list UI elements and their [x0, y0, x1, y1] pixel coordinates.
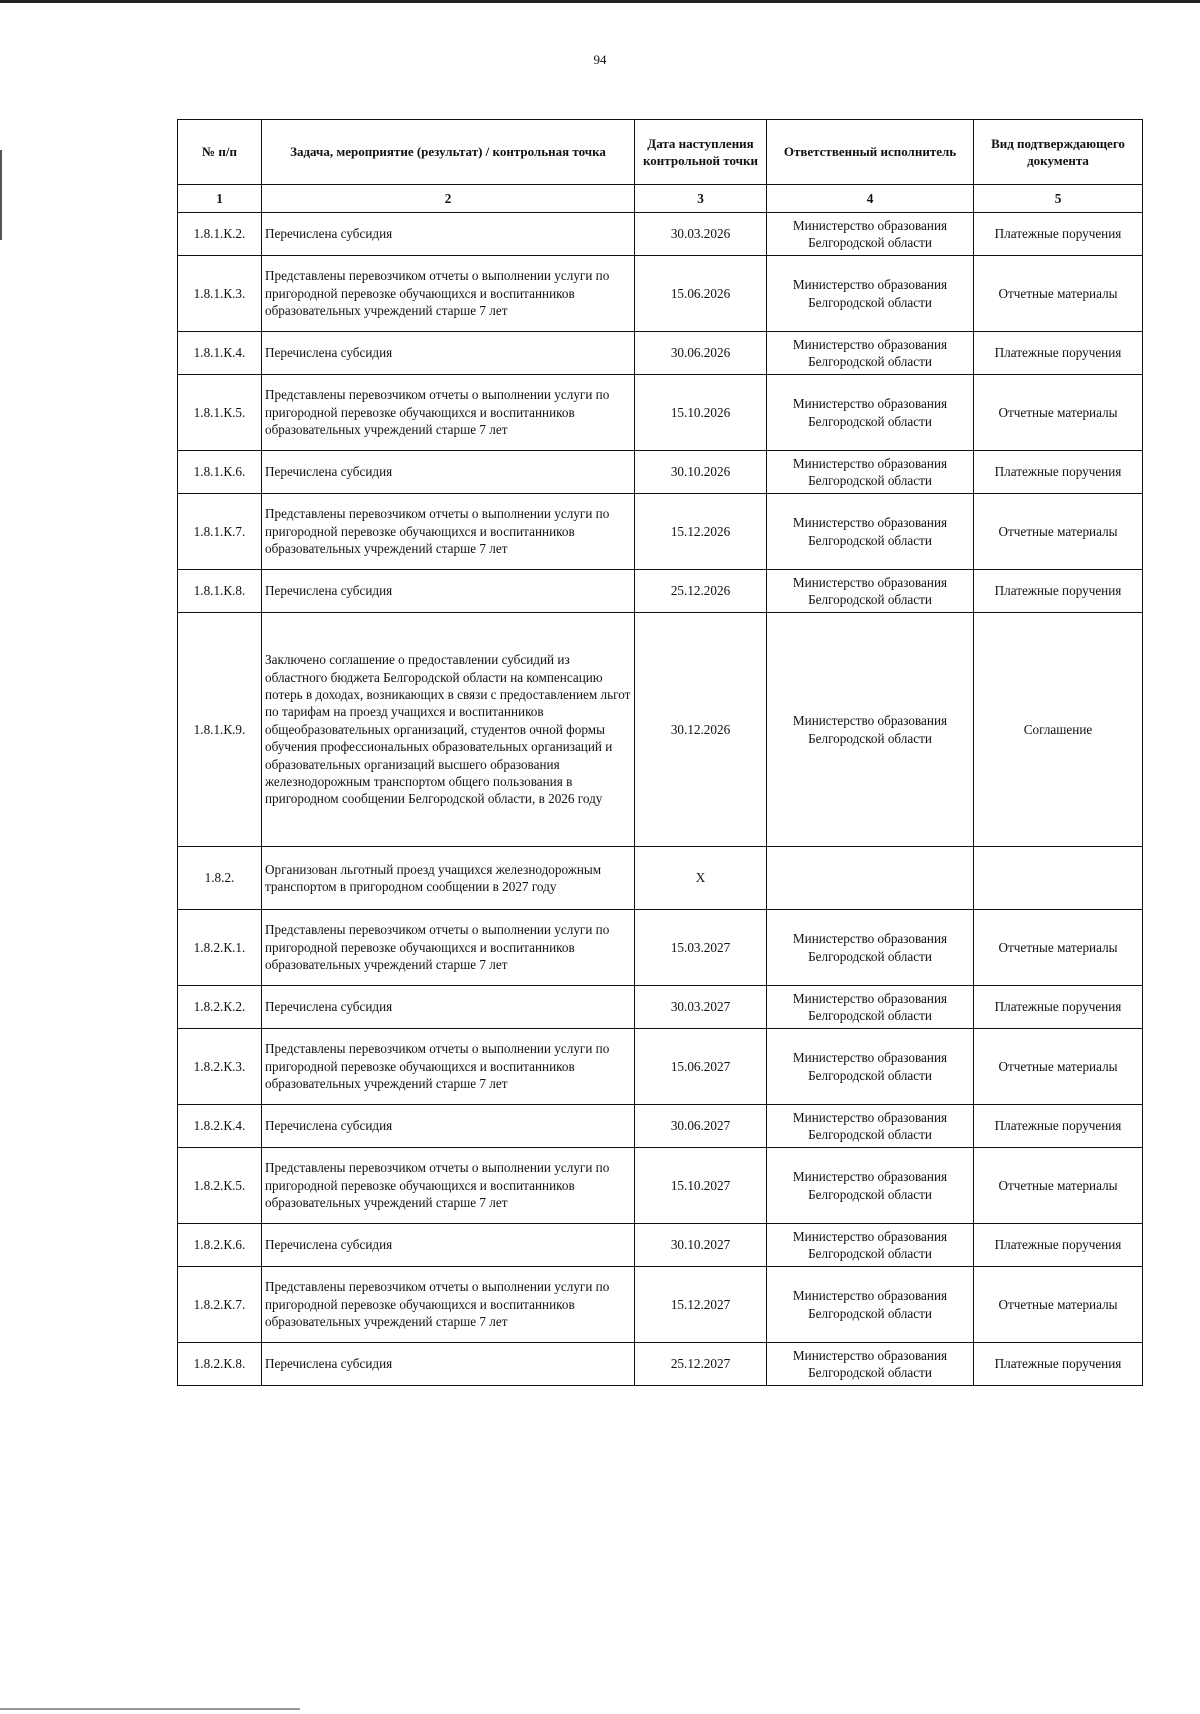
row-task: Заключено соглашение о предоставлении субсидий из областного бюджета Белгородской области на компенсацию потерь в доходах, возникающих в связи с предоставлением льгот по тарифам на проезд учащихся и воспитанников общеобразовательных организаций, студентов очной формы обучения профессиональных образовательных организаций и образовательных организаций высшего образования железнодорожным транспортом общего пользования в пригородном сообщении Белгородской области, в 2026 году [262, 613, 635, 847]
row-executor: Министерство образования Белгородской области [767, 451, 974, 494]
row-date: 15.03.2027 [635, 910, 767, 986]
scan-edge-bottom [0, 1708, 300, 1710]
row-document: Отчетные материалы [974, 1267, 1143, 1343]
row-executor: Министерство образования Белгородской области [767, 494, 974, 570]
scan-edge-left [0, 150, 2, 240]
row-executor: Министерство образования Белгородской области [767, 256, 974, 332]
row-task: Перечислена субсидия [262, 1105, 635, 1148]
row-task: Представлены перевозчиком отчеты о выполнении услуги по пригородной перевозке обучающихся и воспитанников образовательных учреждений старше 7 лет [262, 1148, 635, 1224]
row-executor: Министерство образования Белгородской области [767, 910, 974, 986]
header-num: № п/п [178, 120, 262, 185]
row-date: 15.12.2027 [635, 1267, 767, 1343]
row-date: 15.10.2027 [635, 1148, 767, 1224]
row-date: 30.06.2026 [635, 332, 767, 375]
row-date: 15.06.2026 [635, 256, 767, 332]
header-executor: Ответственный исполнитель [767, 120, 974, 185]
table-row [178, 1148, 1143, 1224]
row-document: Платежные поручения [974, 570, 1143, 613]
row-executor: Министерство образования Белгородской области [767, 1105, 974, 1148]
column-number: 3 [635, 185, 767, 213]
row-task: Перечислена субсидия [262, 451, 635, 494]
table-row [178, 332, 1143, 375]
table-row [178, 1267, 1143, 1343]
table-row [178, 613, 1143, 847]
row-number: 1.8.2.К.8. [178, 1343, 262, 1386]
row-executor: Министерство образования Белгородской области [767, 1267, 974, 1343]
row-number: 1.8.2.К.4. [178, 1105, 262, 1148]
row-task: Организован льготный проезд учащихся железнодорожным транспортом в пригородном сообщении в 2027 году [262, 847, 635, 910]
table-row [178, 1105, 1143, 1148]
row-number: 1.8.2.К.7. [178, 1267, 262, 1343]
row-number: 1.8.2.К.5. [178, 1148, 262, 1224]
row-task: Перечислена субсидия [262, 1343, 635, 1386]
header-document: Вид подтверждающего документа [974, 120, 1143, 185]
table-row [178, 494, 1143, 570]
row-document: Платежные поручения [974, 986, 1143, 1029]
row-document: Отчетные материалы [974, 1148, 1143, 1224]
plan-table [177, 119, 1143, 1386]
row-number: 1.8.1.К.7. [178, 494, 262, 570]
row-document [974, 847, 1143, 910]
row-date: 30.12.2026 [635, 613, 767, 847]
table-row [178, 1029, 1143, 1105]
row-task: Перечислена субсидия [262, 213, 635, 256]
row-number: 1.8.1.К.4. [178, 332, 262, 375]
table-row [178, 256, 1143, 332]
table-row [178, 910, 1143, 986]
row-document: Платежные поручения [974, 1224, 1143, 1267]
row-task: Представлены перевозчиком отчеты о выполнении услуги по пригородной перевозке обучающихся и воспитанников образовательных учреждений старше 7 лет [262, 256, 635, 332]
table-row [178, 847, 1143, 910]
row-task: Представлены перевозчиком отчеты о выполнении услуги по пригородной перевозке обучающихся и воспитанников образовательных учреждений старше 7 лет [262, 910, 635, 986]
row-executor: Министерство образования Белгородской области [767, 375, 974, 451]
row-number: 1.8.2.К.3. [178, 1029, 262, 1105]
row-document: Отчетные материалы [974, 1029, 1143, 1105]
row-task: Перечислена субсидия [262, 986, 635, 1029]
table-row [178, 213, 1143, 256]
row-number: 1.8.2.К.6. [178, 1224, 262, 1267]
row-number: 1.8.1.К.8. [178, 570, 262, 613]
row-date: 25.12.2026 [635, 570, 767, 613]
row-executor: Министерство образования Белгородской области [767, 1029, 974, 1105]
row-task: Представлены перевозчиком отчеты о выполнении услуги по пригородной перевозке обучающихся и воспитанников образовательных учреждений старше 7 лет [262, 494, 635, 570]
table-row [178, 375, 1143, 451]
row-document: Платежные поручения [974, 1343, 1143, 1386]
row-task: Представлены перевозчиком отчеты о выполнении услуги по пригородной перевозке обучающихся и воспитанников образовательных учреждений старше 7 лет [262, 1267, 635, 1343]
row-number: 1.8.2. [178, 847, 262, 910]
row-number: 1.8.2.К.2. [178, 986, 262, 1029]
row-executor: Министерство образования Белгородской области [767, 332, 974, 375]
column-number: 4 [767, 185, 974, 213]
table-row [178, 570, 1143, 613]
row-date: 30.06.2027 [635, 1105, 767, 1148]
row-executor: Министерство образования Белгородской области [767, 1224, 974, 1267]
table-row [178, 1343, 1143, 1386]
row-task: Представлены перевозчиком отчеты о выполнении услуги по пригородной перевозке обучающихся и воспитанников образовательных учреждений старше 7 лет [262, 1029, 635, 1105]
header-date: Дата наступления контрольной точки [635, 120, 767, 185]
table-row [178, 451, 1143, 494]
row-executor: Министерство образования Белгородской области [767, 1148, 974, 1224]
table-row [178, 1224, 1143, 1267]
row-executor: Министерство образования Белгородской области [767, 613, 974, 847]
row-number: 1.8.1.К.3. [178, 256, 262, 332]
row-number: 1.8.2.К.1. [178, 910, 262, 986]
row-document: Платежные поручения [974, 1105, 1143, 1148]
row-date: 30.03.2026 [635, 213, 767, 256]
row-date: 30.03.2027 [635, 986, 767, 1029]
column-number: 5 [974, 185, 1143, 213]
row-executor [767, 847, 974, 910]
row-document: Платежные поручения [974, 213, 1143, 256]
row-document: Отчетные материалы [974, 910, 1143, 986]
row-document: Соглашение [974, 613, 1143, 847]
row-number: 1.8.1.К.5. [178, 375, 262, 451]
table-row [178, 986, 1143, 1029]
row-date: 15.06.2027 [635, 1029, 767, 1105]
row-date: 15.12.2026 [635, 494, 767, 570]
row-document: Отчетные материалы [974, 375, 1143, 451]
row-number: 1.8.1.К.6. [178, 451, 262, 494]
row-date: X [635, 847, 767, 910]
row-task: Перечислена субсидия [262, 332, 635, 375]
row-task: Перечислена субсидия [262, 1224, 635, 1267]
page-number: 94 [593, 52, 607, 67]
row-task: Представлены перевозчиком отчеты о выполнении услуги по пригородной перевозке обучающихся и воспитанников образовательных учреждений старше 7 лет [262, 375, 635, 451]
row-document: Отчетные материалы [974, 494, 1143, 570]
row-executor: Министерство образования Белгородской области [767, 1343, 974, 1386]
row-date: 30.10.2026 [635, 451, 767, 494]
column-number: 2 [262, 185, 635, 213]
row-executor: Министерство образования Белгородской области [767, 570, 974, 613]
row-executor: Министерство образования Белгородской области [767, 213, 974, 256]
row-date: 25.12.2027 [635, 1343, 767, 1386]
row-date: 15.10.2026 [635, 375, 767, 451]
row-task: Перечислена субсидия [262, 570, 635, 613]
row-executor: Министерство образования Белгородской области [767, 986, 974, 1029]
scan-edge-top [0, 0, 1200, 3]
header-row [178, 120, 1143, 185]
row-document: Платежные поручения [974, 332, 1143, 375]
row-document: Отчетные материалы [974, 256, 1143, 332]
row-date: 30.10.2027 [635, 1224, 767, 1267]
column-numbers-row [178, 185, 1143, 213]
row-number: 1.8.1.К.9. [178, 613, 262, 847]
header-task: Задача, мероприятие (результат) / контрольная точка [262, 120, 635, 185]
column-number: 1 [178, 185, 262, 213]
row-number: 1.8.1.К.2. [178, 213, 262, 256]
row-document: Платежные поручения [974, 451, 1143, 494]
